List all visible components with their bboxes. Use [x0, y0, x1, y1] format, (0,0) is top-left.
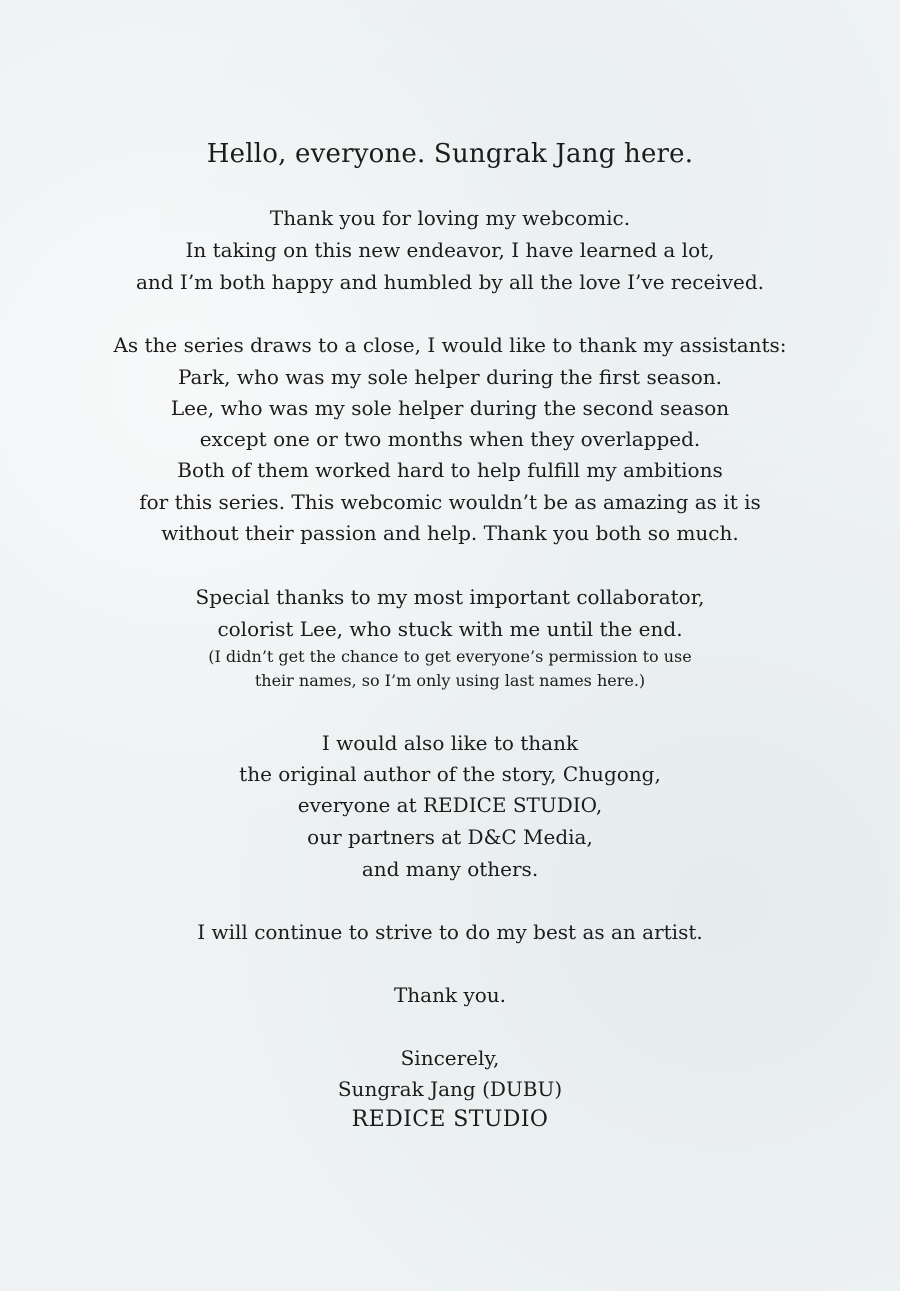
signoff: Sincerely,: [400, 1046, 500, 1070]
parenthetical-note: their names, so I’m only using last names here.): [254, 671, 646, 690]
paragraph-line: for this series. This webcomic wouldn’t be as amazing as it is: [139, 490, 761, 514]
paragraph-line: without their passion and help. Thank you both so much.: [161, 521, 739, 545]
paragraph-line: I would also like to thank: [321, 731, 579, 755]
paragraph-line: colorist Lee, who stuck with me until the end.: [217, 617, 683, 641]
signature-name: Sungrak Jang (DUBU): [337, 1077, 563, 1101]
parenthetical-note: (I didn’t get the chance to get everyone’s permission to use: [208, 647, 692, 666]
paragraph-line: As the series draws to a close, I would like to thank my assistants:: [113, 333, 787, 357]
paragraph-line: Both of them worked hard to help fulfill my ambitions: [177, 458, 723, 482]
paragraph-line: and many others.: [361, 857, 539, 881]
paragraph-line: and I’m both happy and humbled by all the love I’ve received.: [135, 270, 765, 294]
paragraph-line: In taking on this new endeavor, I have learned a lot,: [185, 238, 715, 262]
paragraph-line: our partners at D&C Media,: [307, 825, 593, 849]
signature-studio: REDICE STUDIO: [351, 1107, 549, 1132]
paragraph-line: Lee, who was my sole helper during the second season: [170, 396, 730, 420]
paragraph-line: Thank you for loving my webcomic.: [269, 206, 631, 230]
paragraph-line: everyone at REDICE STUDIO,: [297, 793, 603, 817]
thank-you-line: Thank you.: [393, 983, 507, 1007]
paragraph-line: Special thanks to my most important collaborator,: [195, 585, 705, 609]
letter-heading: Hello, everyone. Sungrak Jang here.: [206, 139, 694, 169]
paragraph-line: except one or two months when they overlapped.: [199, 427, 701, 451]
paragraph-line: Park, who was my sole helper during the first season.: [177, 365, 723, 389]
paragraph-line: the original author of the story, Chugong,: [239, 762, 661, 786]
paragraph-line: I will continue to strive to do my best as an artist.: [197, 920, 703, 944]
